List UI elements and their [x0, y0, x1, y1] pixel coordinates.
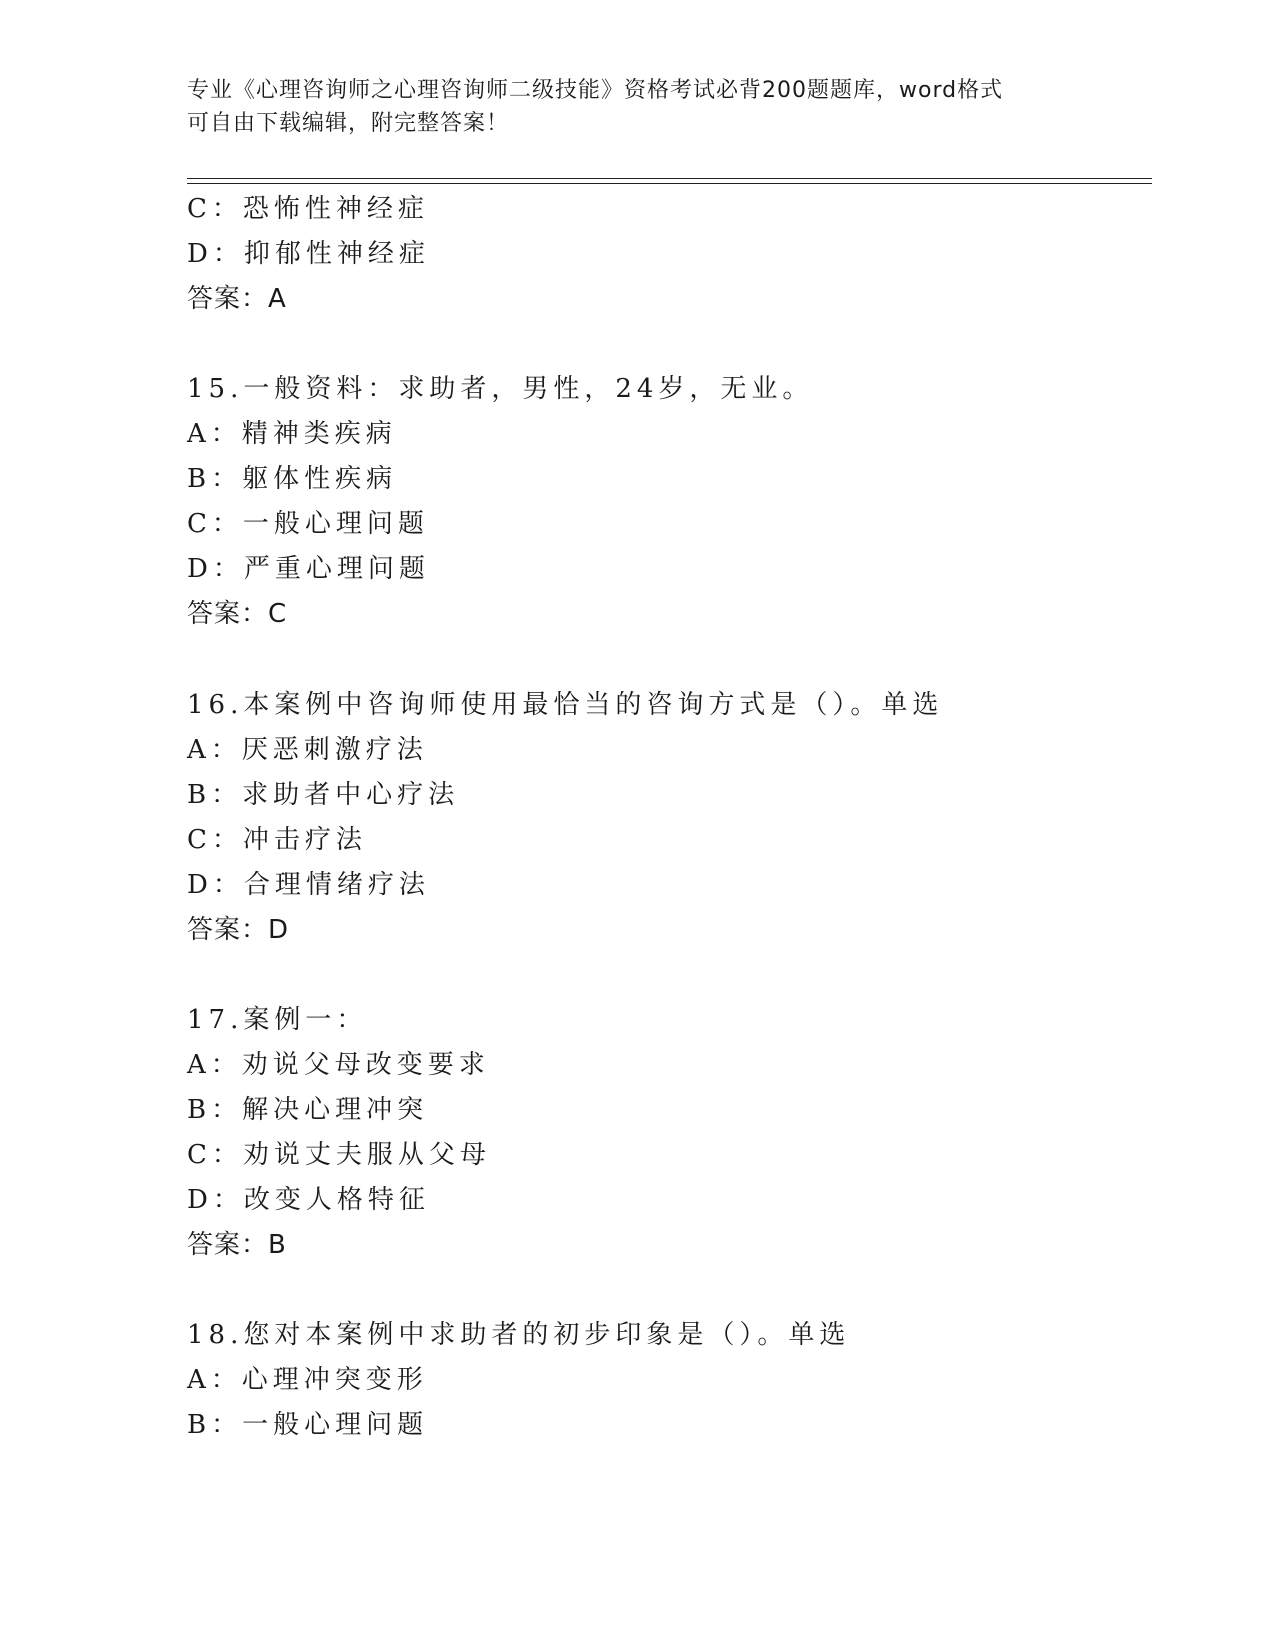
answer-line: 答案：B [187, 1230, 287, 1260]
question-15-text: 15.一般资料：求助者，男性，24岁，无业。 [187, 374, 814, 404]
option-a: A：精神类疾病 [187, 419, 397, 449]
answer-line: 答案：C [187, 599, 288, 629]
option-a: A：劝说父母改变要求 [187, 1050, 490, 1080]
option-c: C：冲击疗法 [187, 825, 367, 855]
answer-line: 答案：D [187, 915, 290, 945]
question-16-text: 16.本案例中咨询师使用最恰当的咨询方式是（）。单选 [187, 690, 944, 720]
option-d: D：抑郁性神经症 [187, 239, 430, 269]
option-b: B：求助者中心疗法 [187, 780, 460, 810]
question-17-text: 17.案例一： [187, 1005, 368, 1035]
option-a: A：心理冲突变形 [187, 1365, 428, 1395]
header-line-1: 专业《心理咨询师之心理咨询师二级技能》资格考试必背200题题库，word格式 [187, 78, 1004, 103]
option-c: C：恐怖性神经症 [187, 194, 429, 224]
option-c: C：一般心理问题 [187, 509, 429, 539]
option-b: B：躯体性疾病 [187, 464, 398, 494]
option-d: D：改变人格特征 [187, 1185, 430, 1215]
option-d: D：严重心理问题 [187, 554, 430, 584]
option-a: A：厌恶刺激疗法 [187, 735, 428, 765]
header-line-2: 可自由下载编辑，附完整答案！ [187, 111, 510, 136]
option-d: D：合理情绪疗法 [187, 870, 430, 900]
option-b: B：一般心理问题 [187, 1410, 429, 1440]
header-rule-bottom [187, 183, 1152, 184]
page-header [187, 74, 1067, 140]
answer-line: 答案：A [187, 284, 287, 314]
option-b: B：解决心理冲突 [187, 1095, 429, 1125]
option-c: C：劝说丈夫服从父母 [187, 1140, 491, 1170]
question-18-text: 18.您对本案例中求助者的初步印象是（）。单选 [187, 1320, 851, 1350]
header-rule-top [187, 178, 1152, 179]
